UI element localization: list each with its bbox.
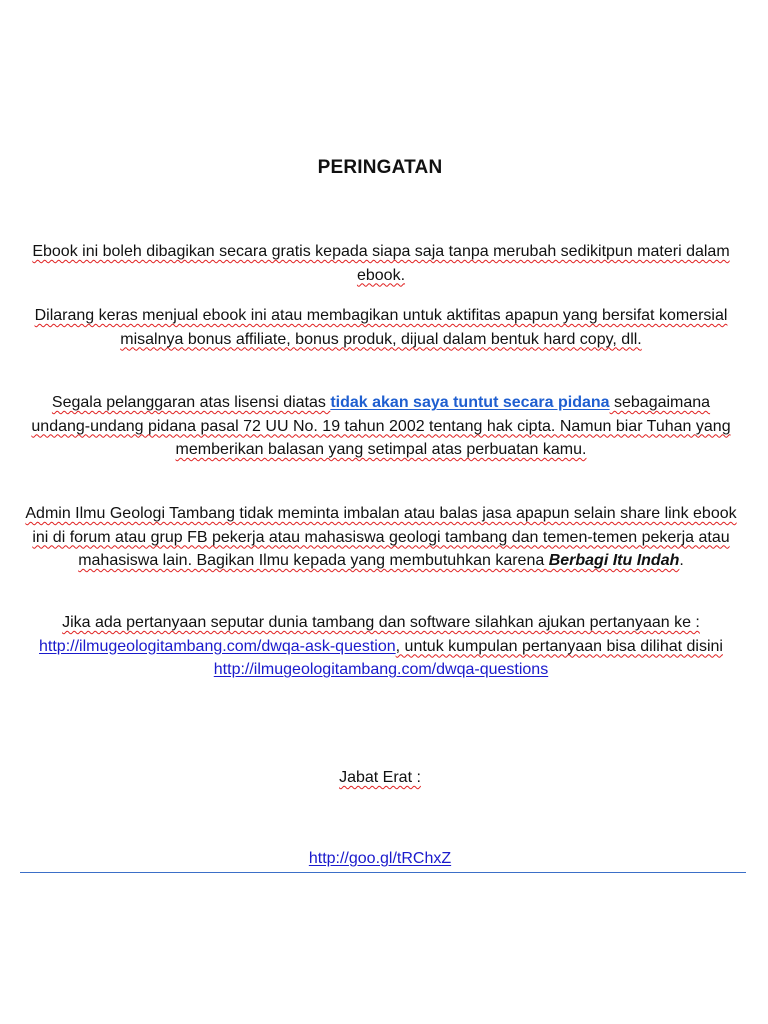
paragraph-text-after: sebagaimana undang-undang pidana pasal 72 UU No. 19 tahun 2002 tentang hak cipta. Namun biar Tuhan yang memberikan balasan yang setimpal atas perbuatan kamu. — [31, 394, 731, 458]
ask-question-link[interactable]: http://ilmugeologitambang.com/dwqa-ask-question — [39, 637, 396, 655]
horizontal-divider — [20, 872, 746, 873]
questions-list-link[interactable]: http://ilmugeologitambang.com/dwqa-questions — [213, 661, 549, 678]
paragraph-text-after: . — [679, 552, 684, 569]
paragraph-sharing-permission — [22, 240, 740, 287]
short-link-line — [0, 850, 760, 868]
emphasis-text: Berbagi Itu Indah — [548, 552, 680, 569]
paragraph-admin-note — [22, 502, 740, 573]
no-prosecution-link[interactable]: tidak akan saya tuntut secara pidana — [330, 394, 610, 411]
paragraph-commercial-prohibition — [22, 304, 740, 351]
paragraph-text-middle: , untuk kumpulan pertanyaan bisa dilihat disini — [395, 637, 723, 655]
paragraph-text: Ebook ini boleh dibagikan secara gratis kepada siapa saja tanpa merubah sedikitpun materi dalam ebook. — [32, 243, 730, 284]
paragraph-text-before: Jika ada pertanyaan seputar dunia tambang dan software silahkan ajukan pertanyaan ke : — [62, 614, 700, 631]
paragraph-text: Dilarang keras menjual ebook ini atau membagikan untuk aktifitas apapun yang bersifat komersial misalnya bonus affiliate, bonus produk, dijual dalam bentuk hard copy, dll. — [34, 307, 728, 348]
closing-text: Jabat Erat : — [339, 769, 421, 786]
paragraph-questions — [22, 611, 740, 682]
paragraph-license-violation — [22, 391, 740, 462]
short-url-link[interactable]: http://goo.gl/tRChxZ — [308, 850, 452, 867]
page-title: PERINGATAN — [317, 157, 443, 178]
paragraph-text-before: Segala pelanggaran atas lisensi diatas — [51, 394, 331, 411]
closing-salutation — [0, 769, 760, 787]
paragraph-text-before: Admin Ilmu Geologi Tambang tidak meminta imbalan atau balas jasa apapun selain share link ebook ini di forum atau grup FB pekerja atau mahasiswa geologi tambang dan temen-temen pekerja atau mahasiswa lain. Bagikan Ilmu kepada yang membutuhkan karena — [25, 505, 737, 569]
